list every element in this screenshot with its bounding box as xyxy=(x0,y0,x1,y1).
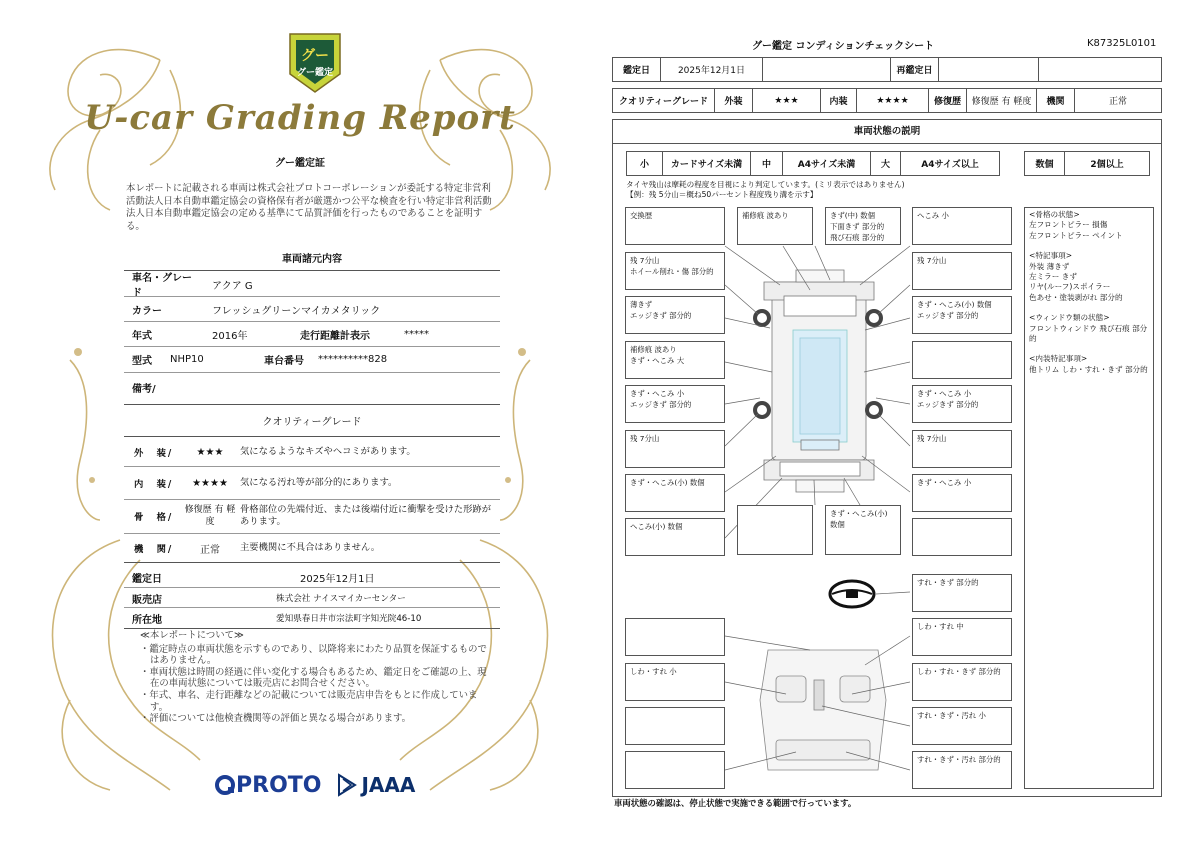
svg-text:グー鑑定: グー鑑定 xyxy=(296,68,334,78)
comment-box xyxy=(625,618,725,656)
grade-section-title: クオリティーグレード xyxy=(262,417,362,428)
comment-box xyxy=(625,296,725,334)
remarks-group xyxy=(1029,354,1149,375)
sheet-footer-note: 車両状態の確認は、停止状態で実施できる範囲で行っています。 xyxy=(614,798,857,808)
comment-text: きず・へこみ 小 xyxy=(917,389,972,398)
count-legend-table xyxy=(1024,151,1150,176)
remarks-title: <特記事項> xyxy=(1029,251,1073,261)
comment-text: 残 7分山 xyxy=(917,256,947,265)
grade-row-exterior xyxy=(124,442,500,462)
comment-text: エッジきず 部分的 xyxy=(630,311,692,320)
spec-label: 車名・グレード xyxy=(132,273,192,299)
divider xyxy=(124,499,500,500)
grade-desc: 骨格部位の先端付近、または後端付近に衝撃を受けた形跡があります。 xyxy=(240,504,492,527)
comment-text: きず・へこみ 大 xyxy=(630,356,685,365)
redate-value xyxy=(939,58,1039,82)
comment-text: きず・へこみ 小 xyxy=(630,389,685,398)
legend-mid-label: 中 xyxy=(751,152,783,176)
legend-small-desc: カードサイズ未満 xyxy=(663,152,751,176)
remarks-line: 外装 薄きず xyxy=(1029,261,1070,271)
divider xyxy=(124,346,500,347)
grade-label: 外 装/ xyxy=(134,448,174,459)
note-item: ・年式、車名、走行距離などの記載については販売店申告をもとに作成しています。 xyxy=(140,689,478,713)
comment-text: すれ・きず・汚れ 小 xyxy=(917,711,986,720)
spec-row-name xyxy=(124,273,500,299)
tire-note-line: タイヤ残山は摩耗の程度を目視により判定しています。(ミリ表示ではありません) xyxy=(626,180,905,189)
spec-value: **********828 xyxy=(318,353,388,365)
comment-text: 残 7分山 xyxy=(630,434,660,443)
comment-box xyxy=(625,385,725,423)
spec-row-year xyxy=(124,323,500,345)
comment-text: きず・へこみ 小 xyxy=(917,478,972,487)
date-label: 鑑定日 xyxy=(613,58,661,82)
quality-label: クオリティーグレード xyxy=(613,89,715,113)
footer-row-shop xyxy=(124,587,500,609)
comment-box xyxy=(912,474,1012,512)
spec-row-model xyxy=(124,348,500,370)
comment-box xyxy=(625,474,725,512)
sheet-title: グー鑑定 コンディションチェックシート xyxy=(752,41,935,52)
comment-box xyxy=(912,430,1012,468)
goo-kantei-badge xyxy=(286,30,344,94)
comment-text: エッジきず 部分的 xyxy=(917,400,979,409)
comment-text: エッジきず 部分的 xyxy=(917,311,979,320)
grade-row-engine xyxy=(124,538,500,558)
spec-value: ***** xyxy=(404,328,429,340)
grade-value: 正常 xyxy=(200,544,220,556)
divider xyxy=(124,466,500,467)
grade-desc: 気になるようなキズやヘコミがあります。 xyxy=(240,446,416,457)
remarks-title: <内装特記事項> xyxy=(1029,354,1088,364)
footer-label: 鑑定日 xyxy=(132,573,162,585)
comment-text: しわ・すれ・きず 部分的 xyxy=(917,667,1001,676)
comment-box xyxy=(912,207,1012,245)
comment-box xyxy=(912,341,1012,379)
date-value: 2025年12月1日 xyxy=(661,58,763,82)
remarks-group xyxy=(1029,210,1149,241)
grade-row-frame xyxy=(124,503,500,529)
comment-box xyxy=(912,618,1012,656)
empty-cell xyxy=(1039,58,1162,82)
note-item: ・評価については他検査機関等の評価と異なる場合があります。 xyxy=(140,713,411,725)
condition-check-sheet xyxy=(600,0,1200,848)
comment-text: きず・へこみ(小) 数個 xyxy=(830,509,888,529)
grade-label: 内 装/ xyxy=(134,479,174,490)
remarks-line: フロントウィンドウ 飛び石痕 部分的 xyxy=(1029,323,1148,344)
grade-value: 修復歴 有 軽度 xyxy=(184,505,236,527)
comment-text: 残 7分山 xyxy=(630,256,660,265)
spec-value: NHP10 xyxy=(170,353,204,365)
condition-title: 車両状態の説明 xyxy=(613,120,1161,144)
legend-small-label: 小 xyxy=(627,152,663,176)
certificate-heading: グー鑑定証 xyxy=(275,158,325,169)
footer-row-address xyxy=(124,607,500,629)
comment-text: きず・へこみ(小) 数個 xyxy=(917,300,992,309)
grade-desc: 気になる汚れ等が部分的にあります。 xyxy=(240,477,398,488)
engine-label: 機関 xyxy=(1037,89,1075,113)
interior-stars: ★★★★ xyxy=(857,89,929,113)
remarks-line: 左フロントピラー ペイント xyxy=(1029,230,1123,240)
comment-text: ホイール削れ・傷 部分的 xyxy=(630,267,714,276)
divider xyxy=(124,321,500,322)
comment-text: エッジきず 部分的 xyxy=(630,400,692,409)
exterior-stars: ★★★ xyxy=(753,89,821,113)
remarks-line: 左フロントピラー 損傷 xyxy=(1029,220,1108,230)
comment-text: 補修痕 波あり xyxy=(742,211,789,220)
comment-text: へこみ(小) 数個 xyxy=(630,522,683,531)
svg-text:グー: グー xyxy=(301,48,329,64)
divider xyxy=(124,533,500,534)
divider xyxy=(124,404,500,405)
grade-stars: ★★★ xyxy=(196,446,224,458)
comment-box xyxy=(625,341,725,379)
remarks-line: リヤ(ルーフ)スポイラー xyxy=(1029,282,1111,292)
remarks-line: 他トリム しわ・すれ・きず 部分的 xyxy=(1029,364,1148,374)
comment-box xyxy=(737,505,813,555)
legend-large-desc: A4サイズ以上 xyxy=(901,152,1000,176)
spec-value: アクア G xyxy=(212,280,253,292)
certificate-intro: 本レポートに記載される車両は株式会社プロトコーポレーションが委託する特定非営利活動法人日本自動車鑑定協会の資格保有者が厳選かつ公平な検査を行い特定非営利活動法人日本自動車鑑定協会の定める基準にて品質評価を行ったものであることを証明する。 xyxy=(126,183,492,232)
spec-label: 車台番号 xyxy=(264,355,304,367)
footer-value: 愛知県春日井市宗法町字知光院46-10 xyxy=(276,614,422,624)
comment-box xyxy=(825,505,901,555)
jaaa-logo-text: JAAA xyxy=(361,773,416,797)
report-notes xyxy=(140,630,490,725)
grade-stars: ★★★★ xyxy=(192,477,228,489)
comment-box xyxy=(625,207,725,245)
jaaa-logo xyxy=(337,773,415,797)
note-item: ・鑑定時点の車両状態を示すものであり、以降将来にわたり品質を保証するものではありません。 xyxy=(140,643,487,667)
spec-value: フレッシュグリーンマイカメタリック xyxy=(212,305,381,317)
legend-count-label: 数個 xyxy=(1025,152,1065,176)
remarks-group xyxy=(1029,313,1149,344)
tire-note-line: 【例：残 5分山＝概ね50パーセント程度残り溝を示す】 xyxy=(626,190,818,199)
comment-text: しわ・すれ 中 xyxy=(917,622,964,631)
divider xyxy=(124,436,500,437)
comment-box xyxy=(912,252,1012,290)
legend-count-desc: 2個以上 xyxy=(1065,152,1150,176)
proto-logo xyxy=(214,773,321,798)
remarks-line: 左ミラー きず xyxy=(1029,272,1077,282)
comment-box xyxy=(912,574,1012,612)
comment-text: 残 7分山 xyxy=(917,434,947,443)
remarks-title: <骨格の状態> xyxy=(1029,210,1080,219)
comment-text: 交換歴 xyxy=(630,211,653,220)
redate-label: 再鑑定日 xyxy=(891,58,939,82)
spec-label: 備考/ xyxy=(132,383,156,395)
spec-label: 走行距離計表示 xyxy=(300,330,370,342)
comment-box xyxy=(625,751,725,789)
spec-row-remarks xyxy=(124,376,500,398)
report-script-title: U-car Grading Report xyxy=(84,98,516,138)
comment-text: すれ・きず・汚れ 部分的 xyxy=(917,755,1001,764)
footer-value: 2025年12月1日 xyxy=(300,573,375,585)
comment-box xyxy=(912,518,1012,556)
date-table xyxy=(612,57,1162,82)
spec-label: カラー xyxy=(132,305,162,317)
footer-row-date xyxy=(124,566,500,588)
legend-mid-desc: A4サイズ未満 xyxy=(783,152,871,176)
comment-box xyxy=(912,663,1012,701)
sheet-doc-id: K87325L0101 xyxy=(1087,38,1157,49)
comment-box xyxy=(625,707,725,745)
comment-box xyxy=(912,751,1012,789)
interior-label: 内装 xyxy=(821,89,857,113)
size-legend-table xyxy=(626,151,1000,176)
spec-row-color xyxy=(124,298,500,320)
legend-large-label: 大 xyxy=(871,152,901,176)
comment-text: 補修痕 波あり xyxy=(630,345,677,354)
repair-label: 修復歴 xyxy=(929,89,967,113)
notes-title: ≪本レポートについて≫ xyxy=(140,630,244,641)
comment-box xyxy=(912,296,1012,334)
tire-note xyxy=(626,180,905,200)
spec-label: 型式 xyxy=(132,355,152,367)
grade-row-interior xyxy=(124,472,500,494)
comment-box xyxy=(625,252,725,290)
comment-text: しわ・すれ 小 xyxy=(630,667,677,676)
grade-desc: 主要機関に不具合はありません。 xyxy=(240,542,381,553)
footer-value: 株式会社 ナイスマイカーセンター xyxy=(276,594,406,604)
comment-text: 飛び石痕 部分的 xyxy=(830,233,885,242)
comment-text: きず・へこみ(小) 数個 xyxy=(630,478,705,487)
grade-label: 機 関/ xyxy=(134,544,174,555)
divider xyxy=(124,372,500,373)
remarks-title: <ウィンドウ類の状態> xyxy=(1029,313,1110,323)
comment-box xyxy=(625,518,725,556)
footer-label: 販売店 xyxy=(132,594,162,606)
comment-box xyxy=(625,430,725,468)
comment-box xyxy=(625,663,725,701)
comment-text: 薄きず xyxy=(630,300,653,309)
spec-section-title: 車両諸元内容 xyxy=(282,254,342,265)
divider xyxy=(124,562,500,563)
remarks-line: 色あせ・塗装剥がれ 部分的 xyxy=(1029,292,1123,302)
comment-text: へこみ 小 xyxy=(917,211,949,220)
logo-bar xyxy=(214,770,415,800)
note-item: ・車両状態は時間の経過に伴い変化する場合もあるため、鑑定日をご確認の上、現在の車両状態については販売店にお問合せください。 xyxy=(140,666,487,690)
comment-box xyxy=(912,707,1012,745)
quality-table xyxy=(612,88,1162,113)
proto-logo-text: PROTO xyxy=(236,772,322,798)
comment-box xyxy=(737,207,813,245)
grade-label: 骨 格/ xyxy=(134,512,174,523)
spec-label: 年式 xyxy=(132,330,152,342)
comment-box xyxy=(912,385,1012,423)
comment-text: きず(中) 数個 xyxy=(830,211,876,220)
footer-label: 所在地 xyxy=(132,614,162,626)
divider xyxy=(124,296,500,297)
comment-box xyxy=(825,207,901,245)
jaaa-mark-icon xyxy=(337,773,357,797)
empty-cell xyxy=(763,58,891,82)
comment-text: すれ・きず 部分的 xyxy=(917,578,979,587)
proto-mark-icon xyxy=(214,774,236,796)
remarks-group xyxy=(1029,251,1149,303)
remarks-panel xyxy=(1024,207,1154,789)
spec-value: 2016年 xyxy=(212,330,248,342)
exterior-label: 外装 xyxy=(715,89,753,113)
comment-text: 下面きず 部分的 xyxy=(830,222,885,231)
engine-value: 正常 xyxy=(1075,89,1162,113)
repair-value: 修復歴 有 軽度 xyxy=(967,89,1037,113)
divider xyxy=(124,628,500,629)
